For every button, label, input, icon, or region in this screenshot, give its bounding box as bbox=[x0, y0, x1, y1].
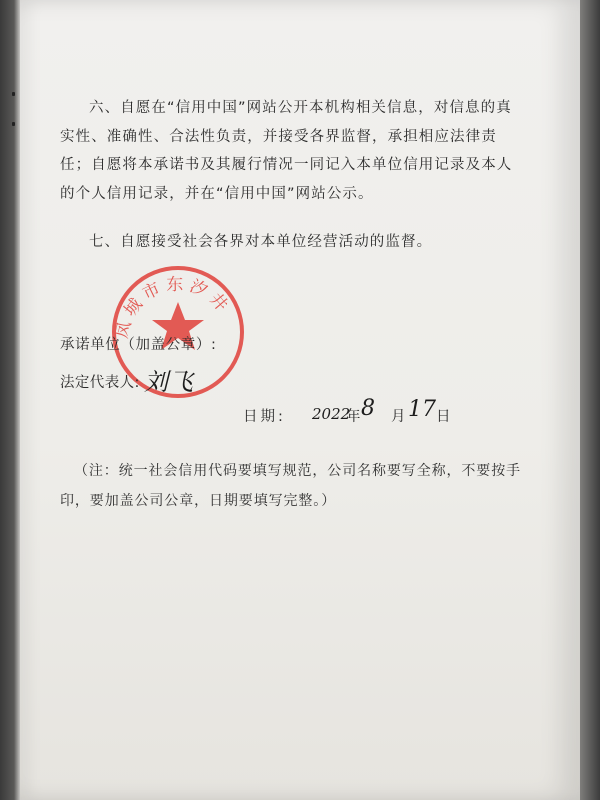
date-day-char: 日 bbox=[436, 409, 451, 425]
date-month: 8 bbox=[361, 396, 375, 421]
date-day: 17 bbox=[408, 397, 436, 422]
date-year: 2022 bbox=[312, 405, 351, 423]
binding-hole-mark bbox=[12, 122, 15, 126]
date-label: 日期: bbox=[243, 409, 286, 425]
binding-hole-mark bbox=[12, 92, 15, 96]
clause-7-paragraph: 七、自愿接受社会各界对本单位经营活动的监督。 bbox=[89, 234, 433, 250]
representative-label: 法定代表人: bbox=[60, 375, 140, 391]
clause-6-paragraph: 六、自愿在“信用中国”网站公开本机构相关信息，对信息的真实性、准确性、合法性负责，并接受各界监督，承担相应法律责任；自愿将本承诺书及其履行情况一同记入本单位信用记录及本人的个人信用记录，并在“信用中国”网站公示。 bbox=[60, 100, 513, 202]
representative-signature: 刘飞 bbox=[144, 368, 194, 396]
unit-label: 承诺单位（加盖公章）: bbox=[60, 337, 217, 353]
seal-text: 凤城市东汐井 bbox=[112, 274, 235, 341]
footnote: （注：统一社会信用代码要填写规范，公司名称要写全称，不要按手印，要加盖公司公章，日期要填写完整。） bbox=[60, 463, 521, 509]
date-year-char: 年 bbox=[346, 409, 361, 425]
date-month-char: 月 bbox=[391, 409, 406, 425]
